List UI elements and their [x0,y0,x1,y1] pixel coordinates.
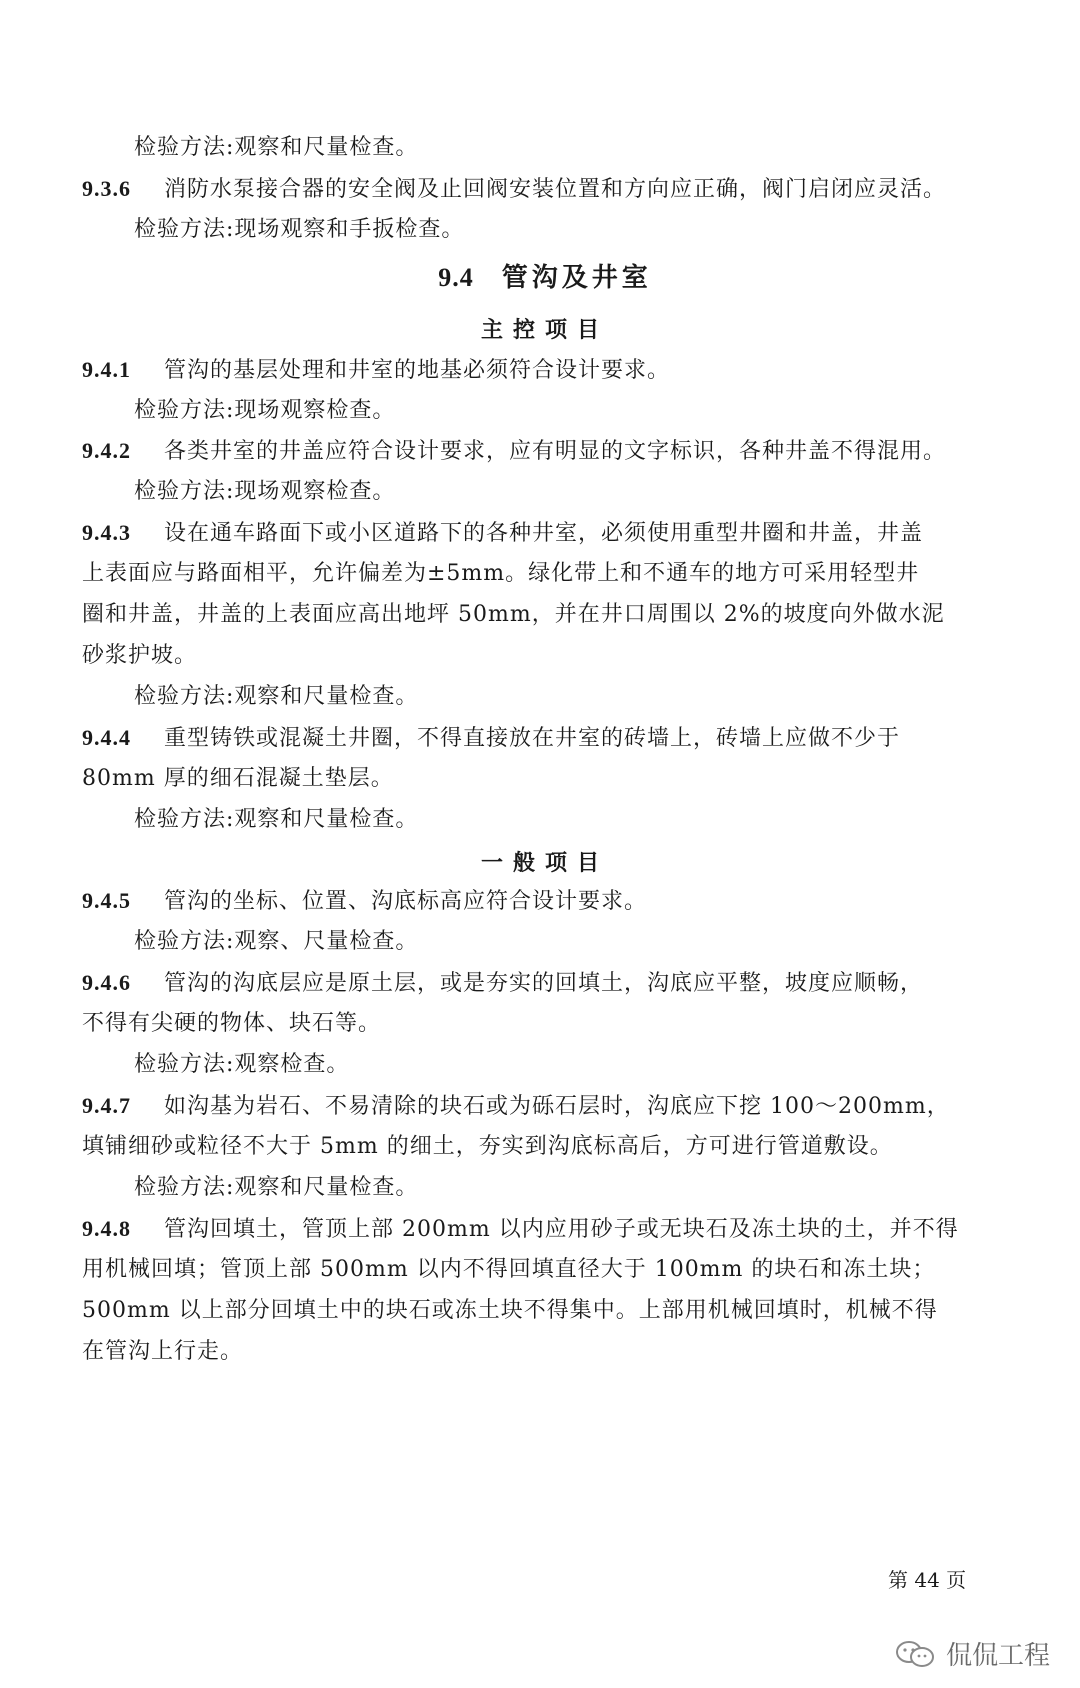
clause-number: 9.4.6 [82,970,131,995]
line-text: 检验方法:观察和尺量检查。 [134,684,419,709]
paragraph-line [82,1338,1008,1366]
watermark [894,1635,1050,1672]
clause-number: 9.3.6 [82,176,131,201]
line-text: 填铺细砂或粒径不大于 5mm 的细土，夯实到沟底标高后，方可进行管道敷设。 [82,1134,893,1159]
line-text: 500mm 以上部分回填土中的块石或冻土块不得集中。上部用机械回填时，机械不得 [82,1298,938,1323]
clause-9-4-5 [82,887,1008,916]
clause-text: 管沟的坐标、位置、沟底标高应符合设计要求。 [164,889,648,914]
line-text: 检验方法:现场观察检查。 [134,398,396,423]
paragraph-line [82,560,1008,588]
clause-text: 管沟的基层处理和井室的地基必须符合设计要求。 [164,358,671,383]
watermark-text: 侃侃工程 [945,1641,1050,1671]
clause-9-4-6 [82,969,1008,998]
line-text: 不得有尖硬的物体、块石等。 [82,1011,382,1036]
line-text: 80mm 厚的细石混凝土垫层。 [82,766,394,791]
paragraph-line [82,1133,1008,1161]
clause-text: 管沟的沟底层应是原土层，或是夯实的回填土，沟底应平整，坡度应顺畅， [164,971,924,996]
clause-text: 重型铸铁或混凝土井圈，不得直接放在井室的砖墙上，砖墙上应做不少于 [164,726,901,751]
line-text: 圈和井盖，井盖的上表面应高出地坪 50mm，并在井口周围以 2%的坡度向外做水泥 [82,602,945,627]
line-text: 用机械回填；管顶上部 500mm 以内不得回填直径大于 100mm 的块石和冻土块； [82,1257,936,1282]
paragraph-line [134,134,1008,162]
clause-9-4-7 [82,1092,1008,1121]
clause-text: 消防水泵接合器的安全阀及止回阀安装位置和方向应正确，阀门启闭应灵活。 [164,177,947,202]
clause-number: 9.4.5 [82,888,131,913]
line-text: 检验方法:现场观察和手扳检查。 [134,217,465,242]
paragraph-line [134,1051,1008,1079]
clause-number: 9.4.1 [82,357,131,382]
subheading-general: 一般项目 [480,850,609,876]
paragraph-line [82,765,1008,793]
paragraph-line [134,1174,1008,1202]
paragraph-line [82,1010,1008,1038]
clause-text: 如沟基为岩石、不易清除的块石或为砾石层时，沟底应下挖 100～200mm， [164,1094,950,1119]
line-text: 检验方法:观察和尺量检查。 [134,135,419,160]
clause-9-3-6 [82,175,1008,204]
line-text: 上表面应与路面相平，允许偏差为±5mm。绿化带上和不通车的地方可采用轻型井 [82,561,920,586]
paragraph-line [82,601,1008,629]
paragraph-line [134,478,1008,506]
line-text: 检验方法:观察和尺量检查。 [134,807,419,832]
line-text: 检验方法:现场观察检查。 [134,479,396,504]
line-text: 检验方法:观察、尺量检查。 [134,929,419,954]
paragraph-line [134,397,1008,425]
clause-number: 9.4.3 [82,520,131,545]
paragraph-line [134,683,1008,711]
paragraph-line [134,928,1008,956]
clause-number: 9.4.8 [82,1216,131,1241]
paragraph-line [82,642,1008,670]
clause-number: 9.4.4 [82,725,131,750]
section-title [82,257,1008,294]
clause-number: 9.4.7 [82,1093,131,1118]
line-text: 在管沟上行走。 [82,1339,244,1364]
section-number: 9.4 [438,263,474,292]
clause-number: 9.4.2 [82,438,131,463]
clause-text: 管沟回填土，管顶上部 200mm 以内应用砂子或无块石及冻土块的土，并不得 [164,1217,959,1242]
clause-9-4-4 [82,724,1008,753]
line-text: 检验方法:观察和尺量检查。 [134,1175,419,1200]
paragraph-line [82,1256,1008,1284]
clause-text: 设在通车路面下或小区道路下的各种井室，必须使用重型井圈和井盖，井盖 [164,521,924,546]
clause-text: 各类井室的井盖应符合设计要求，应有明显的文字标识，各种井盖不得混用。 [164,439,947,464]
paragraph-line [134,806,1008,834]
wechat-icon [894,1639,936,1669]
clause-9-4-3 [82,519,1008,548]
line-text: 检验方法:观察检查。 [134,1052,350,1077]
clause-9-4-2 [82,437,1008,466]
section-title-text: 管沟及井室 [501,263,652,293]
paragraph-line [134,216,1008,244]
line-text: 砂浆护坡。 [82,643,198,668]
clause-9-4-8 [82,1215,1008,1244]
page-number: 第 44 页 [888,1568,967,1592]
paragraph-line [82,1297,1008,1325]
subheading-main-control: 主控项目 [480,317,609,343]
clause-9-4-1 [82,356,1008,385]
